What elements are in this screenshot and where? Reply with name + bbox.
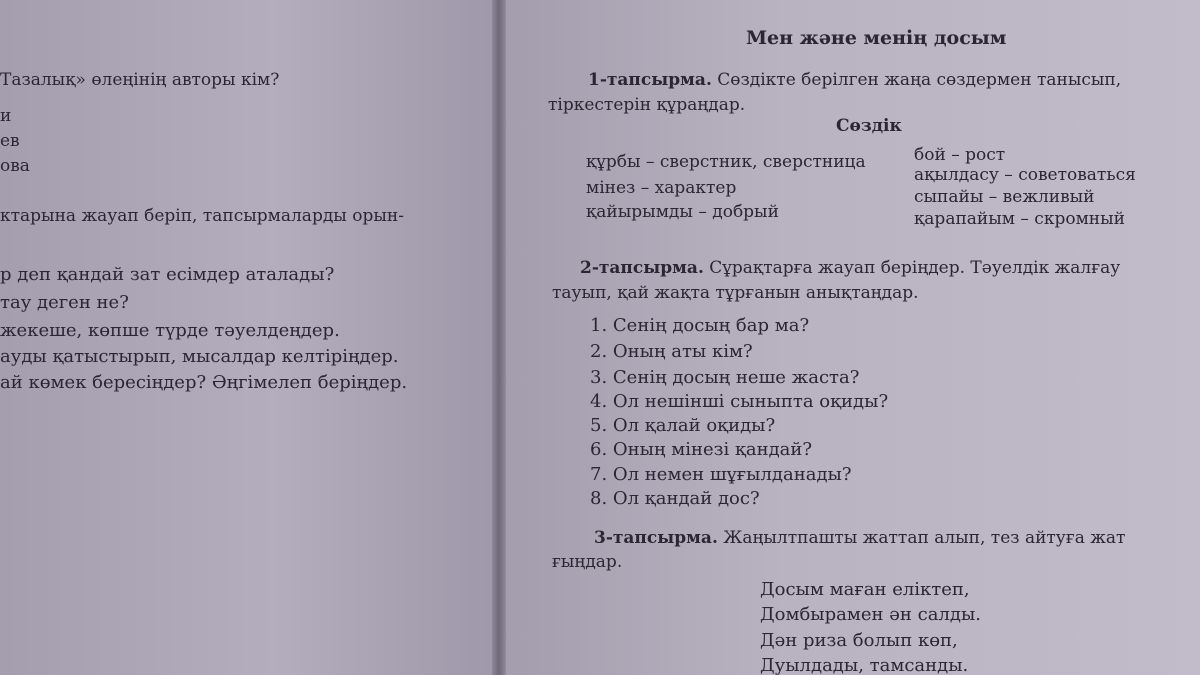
dict-left-3: қайырымды – добрый [586, 202, 779, 222]
left-line-5: ктарына жауап беріп, тапсырмаларды орын- [0, 206, 404, 226]
left-line-1: Тазалық» өлеңінің авторы кім? [0, 70, 280, 90]
dict-right-2: ақылдасу – советоваться [914, 165, 1136, 185]
question-4: 4. Ол нешінші сыныпта оқиды? [590, 391, 889, 412]
book-gutter [492, 0, 506, 675]
task2-label: 2-тапсырма. [580, 258, 704, 278]
question-2: 2. Оның аты кім? [590, 341, 753, 362]
dict-left-1: құрбы – сверстник, сверстница [586, 152, 866, 172]
dict-right-1: бой – рост [914, 145, 1006, 165]
left-line-10: ай көмек бересіңдер? Әңгімелеп беріңдер. [0, 372, 408, 393]
left-line-2: и [0, 106, 12, 126]
task2-line-1 [580, 258, 1120, 278]
left-line-7: тау деген не? [0, 292, 129, 313]
task3-label: 3-тапсырма. [594, 528, 718, 548]
task1-label: 1-тапсырма. [588, 70, 712, 90]
dict-right-3: сыпайы – вежливый [914, 187, 1095, 207]
right-page [506, 0, 1200, 675]
question-5: 5. Ол қалай оқиды? [590, 415, 776, 436]
left-line-8: жекеше, көпше түрде тәуелдеңдер. [0, 320, 340, 341]
left-line-9: ауды қатыстырып, мысалдар келтіріңдер. [0, 346, 399, 367]
task3-line-2: ғыңдар. [552, 552, 623, 572]
question-3: 3. Сенің досың неше жаста? [590, 367, 860, 388]
question-6: 6. Оның мінезі қандай? [590, 439, 813, 460]
dict-left-2: мінез – характер [586, 178, 737, 198]
question-7: 7. Ол немен шұғылданады? [590, 464, 852, 485]
left-line-3: ев [0, 131, 20, 151]
question-8: 8. Ол қандай дос? [590, 488, 760, 509]
left-line-6: р деп қандай зат есімдер аталады? [0, 264, 335, 285]
poem-line-4: Дуылдады, тамсанды. [760, 655, 969, 675]
left-page [0, 0, 496, 675]
task1-line-1 [588, 70, 1121, 90]
task1-text: Сөздікте берілген жаңа сөздермен танысып, [717, 70, 1122, 90]
lesson-title: Мен және менің досым [746, 27, 1007, 49]
task2-text: Сұрақтарға жауап беріңдер. Тәуелдік жалғау [709, 258, 1121, 278]
left-line-4: ова [0, 156, 30, 176]
task3-line-1 [594, 528, 1125, 548]
poem-line-3: Дән риза болып көп, [760, 630, 958, 651]
dictionary-heading: Сөздік [836, 116, 902, 136]
poem-line-2: Домбырамен ән салды. [760, 604, 982, 625]
question-1: 1. Сенің досың бар ма? [590, 315, 810, 336]
poem-line-1: Досым маған еліктеп, [760, 579, 970, 600]
task3-text: Жаңылтпашты жаттап алып, тез айтуға жат [723, 528, 1126, 548]
dict-right-4: қарапайым – скромный [914, 209, 1125, 229]
task2-line-2: тауып, қай жақта тұрғанын анықтаңдар. [552, 283, 919, 303]
task1-line-2: тіркестерін құраңдар. [548, 95, 746, 115]
